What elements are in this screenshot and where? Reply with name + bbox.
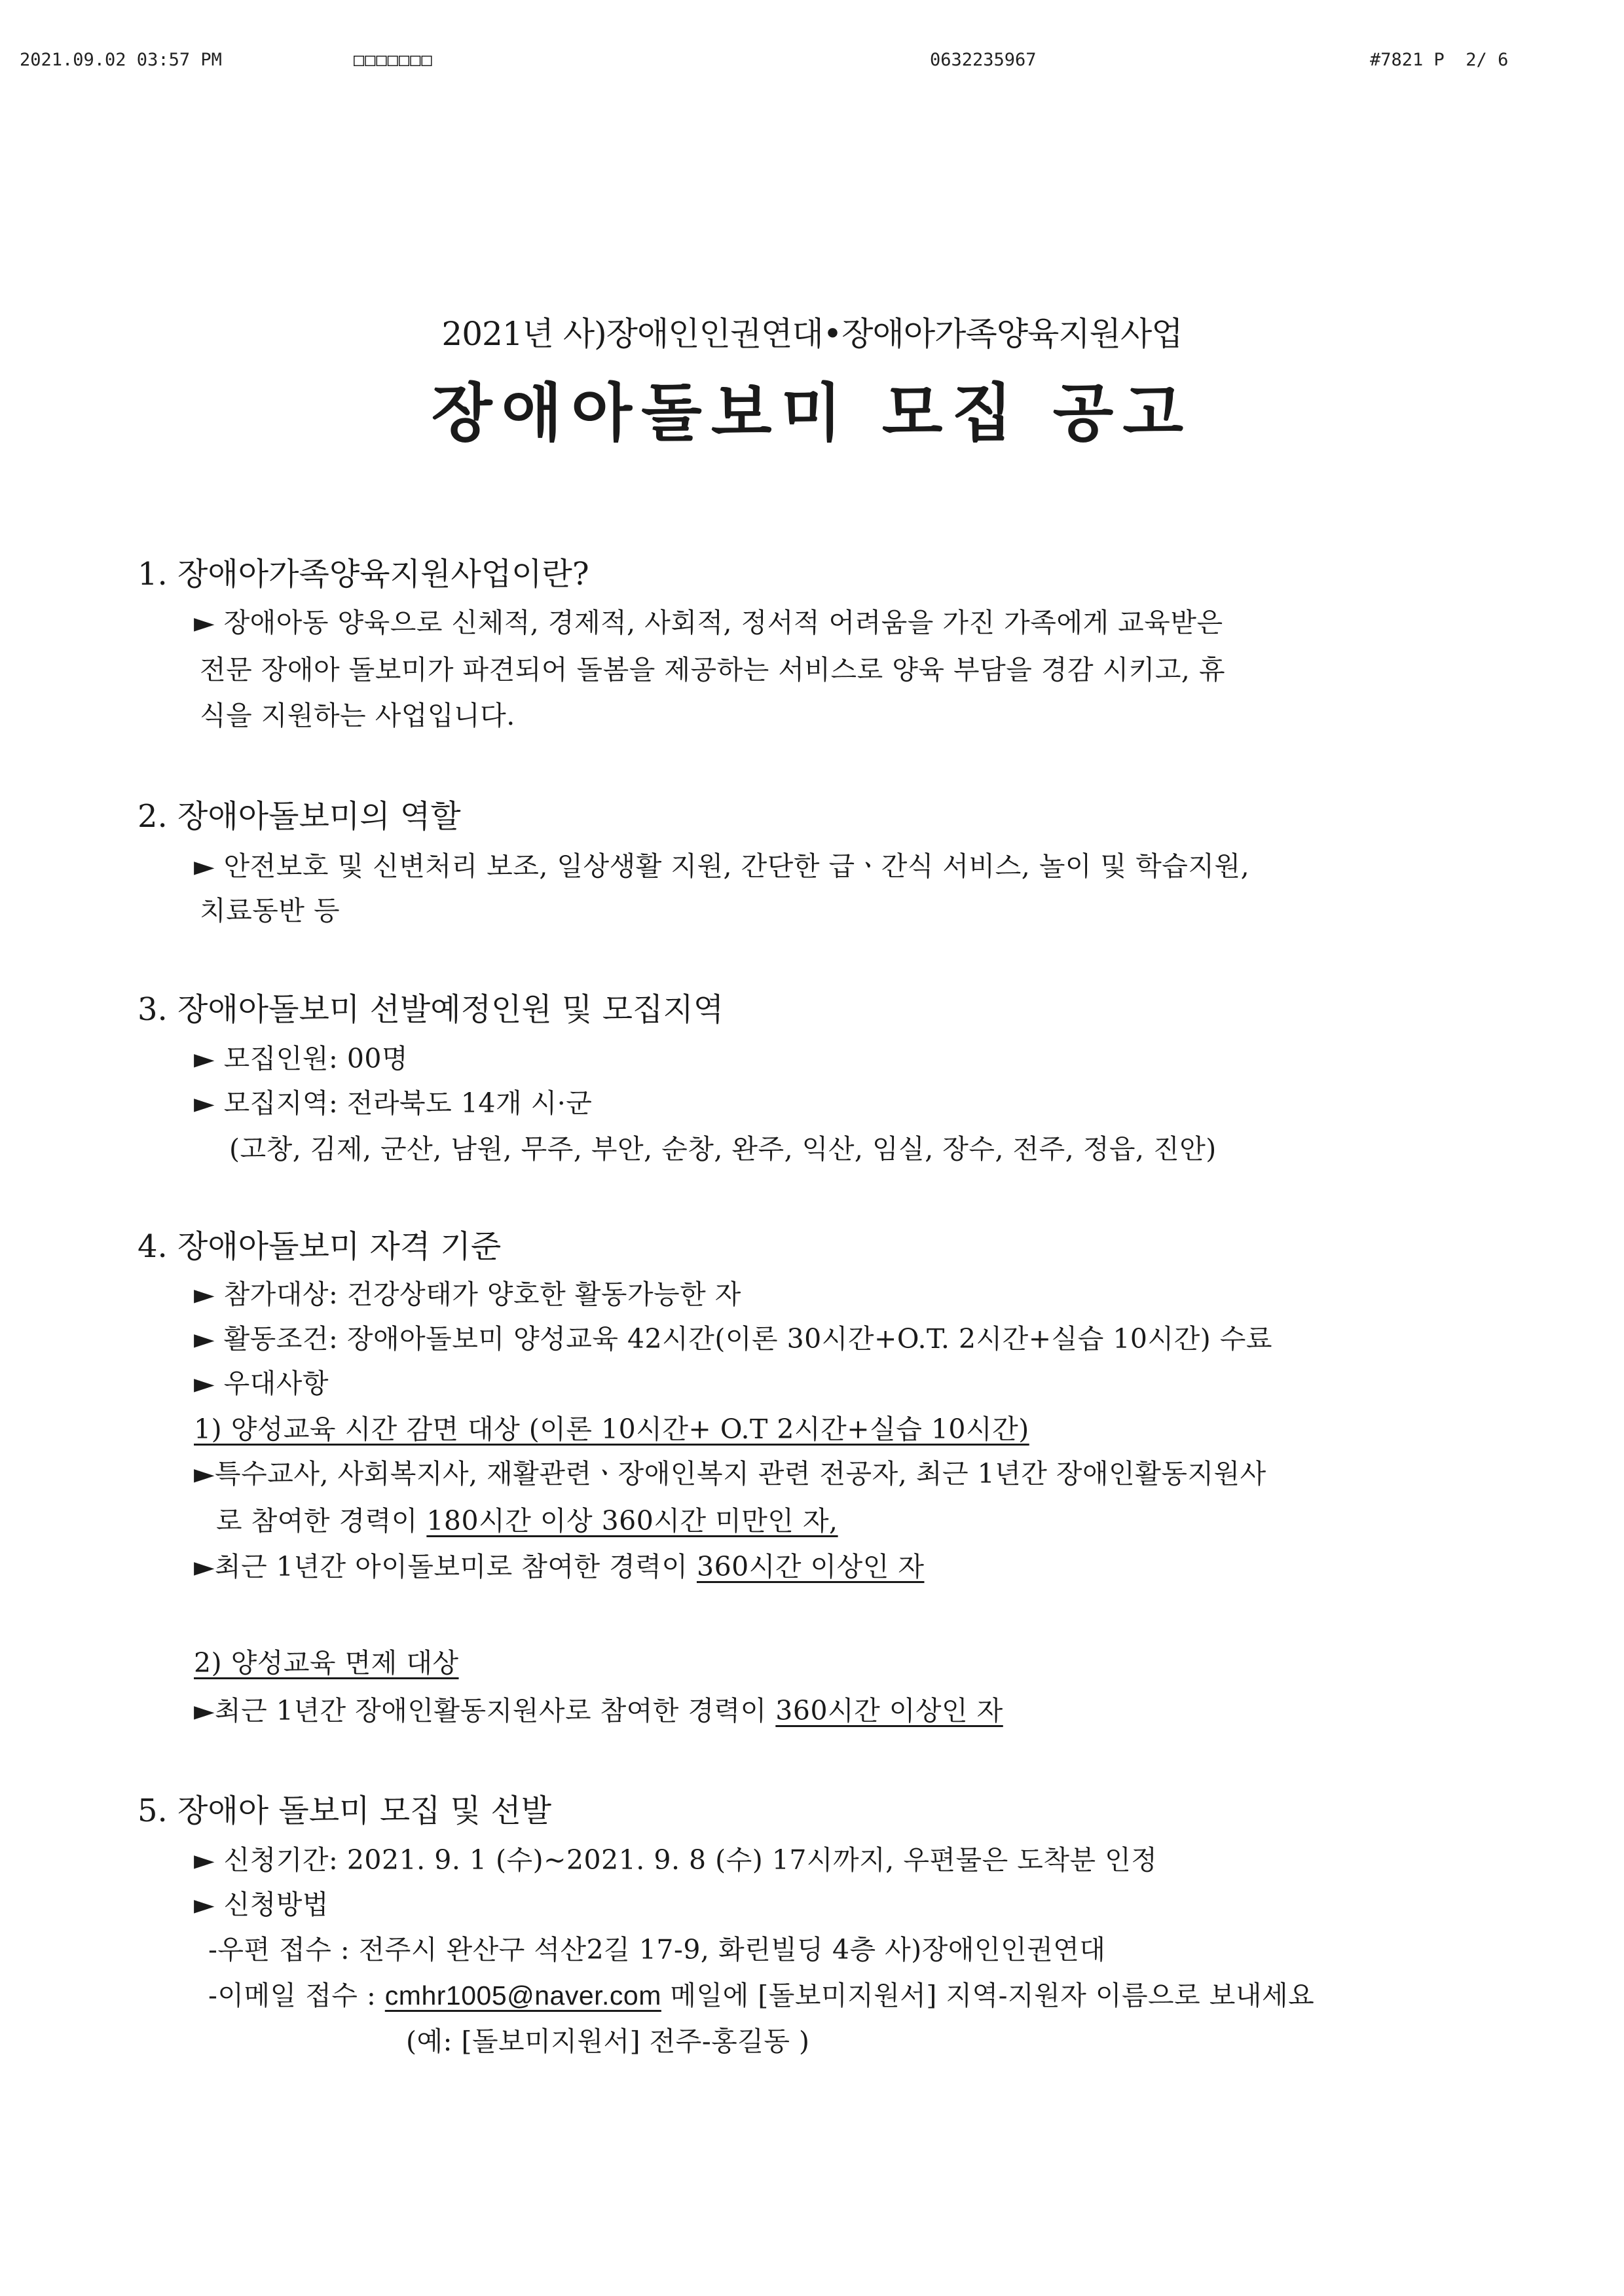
section-5-email-line (208, 1974, 1314, 2013)
document-subtitle: 2021년 사)장애인인권연대•장애아가족양육지원사업 (441, 315, 1183, 353)
fax-sender: □□□□□□□ (354, 50, 433, 70)
section-4-sub2-line-text: ►최근 1년간 장애인활동지원사로 참여한 경력이 (194, 1695, 776, 1726)
section-1-line: 전문 장애아 돌보미가 파견되어 돌봄을 제공하는 서비스로 양육 부담을 경감 시키고, 휴 (200, 654, 1226, 685)
section-3-line: ► 모집인원: 00명 (194, 1043, 409, 1074)
section-5-example: (예: [돌보미지원서] 전주-홍길동 ) (406, 2026, 810, 2057)
section-4-line: ► 활동조건: 장애아돌보미 양성교육 42시간(이론 30시간+O.T. 2시간+실습 10시간) 수료 (194, 1323, 1272, 1355)
section-2-heading: 2. 장애아돌보미의 역할 (138, 798, 461, 835)
fax-header (0, 50, 1624, 76)
section-1-heading: 1. 장애아가족양육지원사업이란? (138, 556, 589, 592)
section-3-heading: 3. 장애아돌보미 선발예정인원 및 모집지역 (138, 991, 724, 1028)
section-3-region-list: (고창, 김제, 군산, 남원, 무주, 부안, 순창, 완주, 익산, 임실, 장수, 전주, 정읍, 진안) (229, 1133, 1217, 1165)
section-5-heading: 5. 장애아 돌보미 모집 및 선발 (138, 1793, 552, 1829)
email-instructions: 메일에 [돌보미지원서] 지역-지원자 이름으로 보내세요 (661, 1980, 1315, 2011)
section-4-sub2-line (194, 1689, 1003, 1728)
section-5-mail-address: -우편 접수 : 전주시 완산구 석산2길 17-9, 화린빌딩 4층 사)장애인인권연대 (208, 1934, 1106, 1965)
section-4-sub1-line (194, 1545, 924, 1584)
fax-page-number: #7821 P 2/ 6 (1370, 50, 1509, 70)
section-4-sub1-line-text: 로 참여한 경력이 (216, 1505, 427, 1537)
section-4-sub2-line-underlined: 360시간 이상인 자 (775, 1695, 1003, 1726)
section-4-sub2-title: 2) 양성교육 면제 대상 (194, 1647, 459, 1679)
email-address-link[interactable]: cmhr1005@naver.com (384, 1980, 661, 2011)
fax-datetime: 2021.09.02 03:57 PM (20, 50, 222, 70)
section-4-sub1-line-text: ►최근 1년간 아이돌보미로 참여한 경력이 (194, 1551, 697, 1582)
section-4-line: ► 우대사항 (194, 1368, 329, 1399)
section-4-sub1-line-underlined: 180시간 이상 360시간 미만인 자, (426, 1505, 838, 1537)
email-label: -이메일 접수 : (208, 1980, 385, 2011)
section-4-sub1-line (216, 1499, 838, 1538)
section-2-line: 치료동반 등 (200, 895, 341, 926)
section-4-sub1-title: 1) 양성교육 시간 감면 대상 (이론 10시간+ O.T 2시간+실습 10시간) (194, 1413, 1029, 1445)
document-title: 장애아돌보미 모집 공고 (431, 376, 1193, 450)
fax-phone: 0632235967 (930, 50, 1037, 70)
section-2-line: ► 안전보호 및 신변처리 보조, 일상생활 지원, 간단한 급ㆍ간식 서비스, 놀이 및 학습지원, (194, 850, 1250, 882)
section-5-line: ► 신청방법 (194, 1889, 329, 1920)
section-4-sub1-line-underlined: 360시간 이상인 자 (696, 1551, 925, 1582)
section-4-sub1-line: ►특수교사, 사회복지사, 재활관련ㆍ장애인복지 관련 전공자, 최근 1년간 장애인활동지원사 (194, 1458, 1266, 1489)
section-1-line: 식을 지원하는 사업입니다. (200, 700, 515, 731)
section-4-line: ► 참가대상: 건강상태가 양호한 활동가능한 자 (194, 1279, 741, 1310)
section-4-heading: 4. 장애아돌보미 자격 기준 (138, 1228, 502, 1265)
section-1-line: ► 장애아동 양육으로 신체적, 경제적, 사회적, 정서적 어려움을 가진 가족에게 교육받은 (194, 607, 1223, 638)
section-3-line: ► 모집지역: 전라북도 14개 시·군 (194, 1087, 593, 1119)
section-5-line: ► 신청기간: 2021. 9. 1 (수)~2021. 9. 8 (수) 17시까지, 우편물은 도착분 인정 (194, 1844, 1158, 1876)
